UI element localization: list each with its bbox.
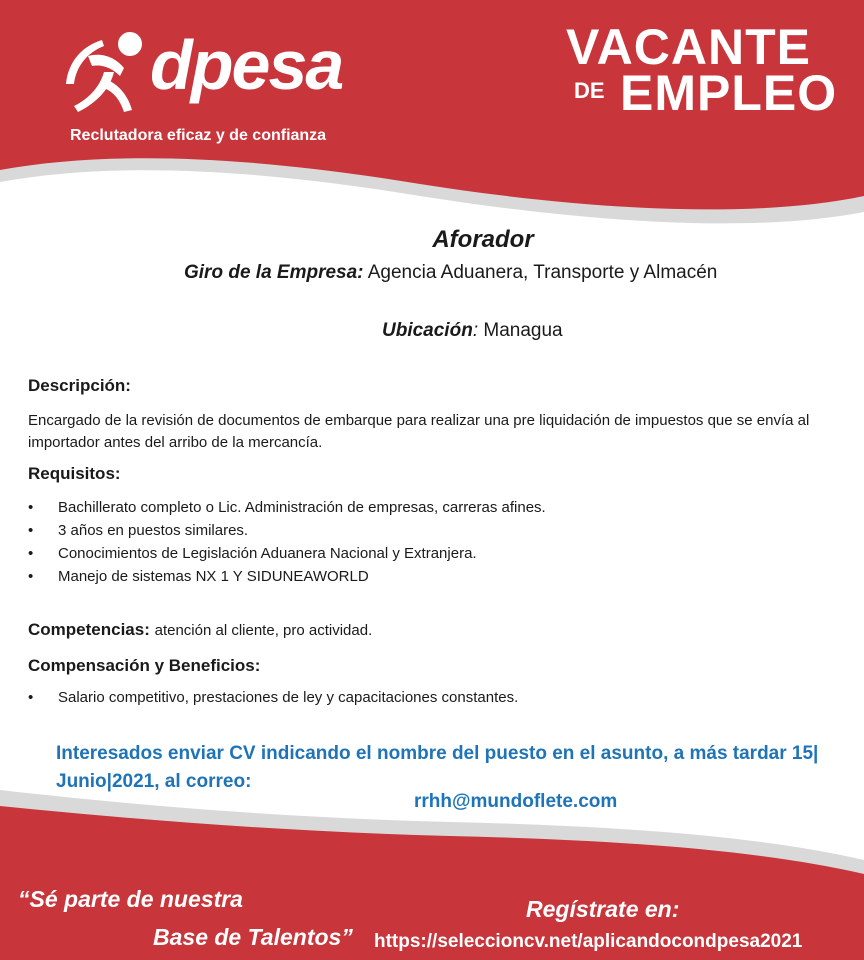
location-separator: : (472, 320, 479, 341)
description-heading: Descripción: (28, 376, 131, 395)
requirements-list (28, 496, 546, 588)
logo-wordmark: dpesa (150, 26, 343, 104)
location-value: Managua (483, 320, 563, 341)
list-item (28, 542, 546, 565)
description-text: Encargado de la revisión de documentos de embarque para realizar una pre liquidación de impuestos que se envía al importador antes del arribo de la mercancía. (28, 412, 810, 451)
application-instructions: Interesados enviar CV indicando el nombre del puesto en el asunto, a más tardar 15| Junio|2021, al correo: (56, 743, 819, 792)
company-industry (184, 262, 717, 284)
register-label: Regístrate en: (526, 896, 680, 922)
competencies-value: atención al cliente, pro actividad. (154, 622, 373, 639)
compensation-list (28, 686, 518, 709)
company-industry-value: Agencia Aduanera, Transporte y Almacén (367, 262, 718, 283)
tagline: Reclutadora eficaz y de confianza (70, 127, 327, 144)
compensation-heading: Compensación y Beneficios: (28, 656, 261, 675)
list-item (28, 496, 546, 519)
requirement-text: 3 años en puestos similares. (58, 522, 249, 539)
banner-title-de: DE (574, 78, 605, 103)
bullet: • (28, 499, 34, 516)
location-label: Ubicación (382, 320, 473, 341)
list-item (28, 519, 546, 542)
competencies-heading: Competencias: (28, 620, 150, 639)
requirements-heading: Requisitos: (28, 464, 121, 483)
bullet: • (28, 522, 34, 539)
job-title: Aforador (432, 226, 534, 253)
banner-title-line2: EMPLEO (620, 65, 838, 121)
benefit-text: Salario competitivo, prestaciones de ley y capacitaciones constantes. (58, 689, 519, 706)
company-industry-label: Giro de la Empresa: (184, 262, 364, 283)
requirement-text: Manejo de sistemas NX 1 Y SIDUNEAWORLD (58, 568, 369, 585)
requirement-text: Conocimientos de Legislación Aduanera Nacional y Extranjera. (58, 545, 477, 562)
running-person-icon (58, 26, 158, 118)
bullet: • (28, 545, 34, 562)
bullet: • (28, 568, 34, 585)
bullet: • (28, 689, 34, 706)
slogan-line1: “Sé parte de nuestra (18, 886, 243, 912)
register-url-link[interactable]: https://seleccioncv.net/aplicandocondpesa2021 (374, 931, 803, 952)
competencies (28, 620, 372, 640)
list-item (28, 686, 518, 709)
banner-title-line1: VACANTE (566, 19, 811, 75)
location (382, 320, 563, 342)
slogan-line2: Base de Talentos” (153, 924, 353, 950)
contact-email-link[interactable]: rrhh@mundoflete.com (414, 791, 618, 812)
requirement-text: Bachillerato completo o Lic. Administración de empresas, carreras afines. (58, 499, 546, 516)
list-item (28, 565, 546, 588)
